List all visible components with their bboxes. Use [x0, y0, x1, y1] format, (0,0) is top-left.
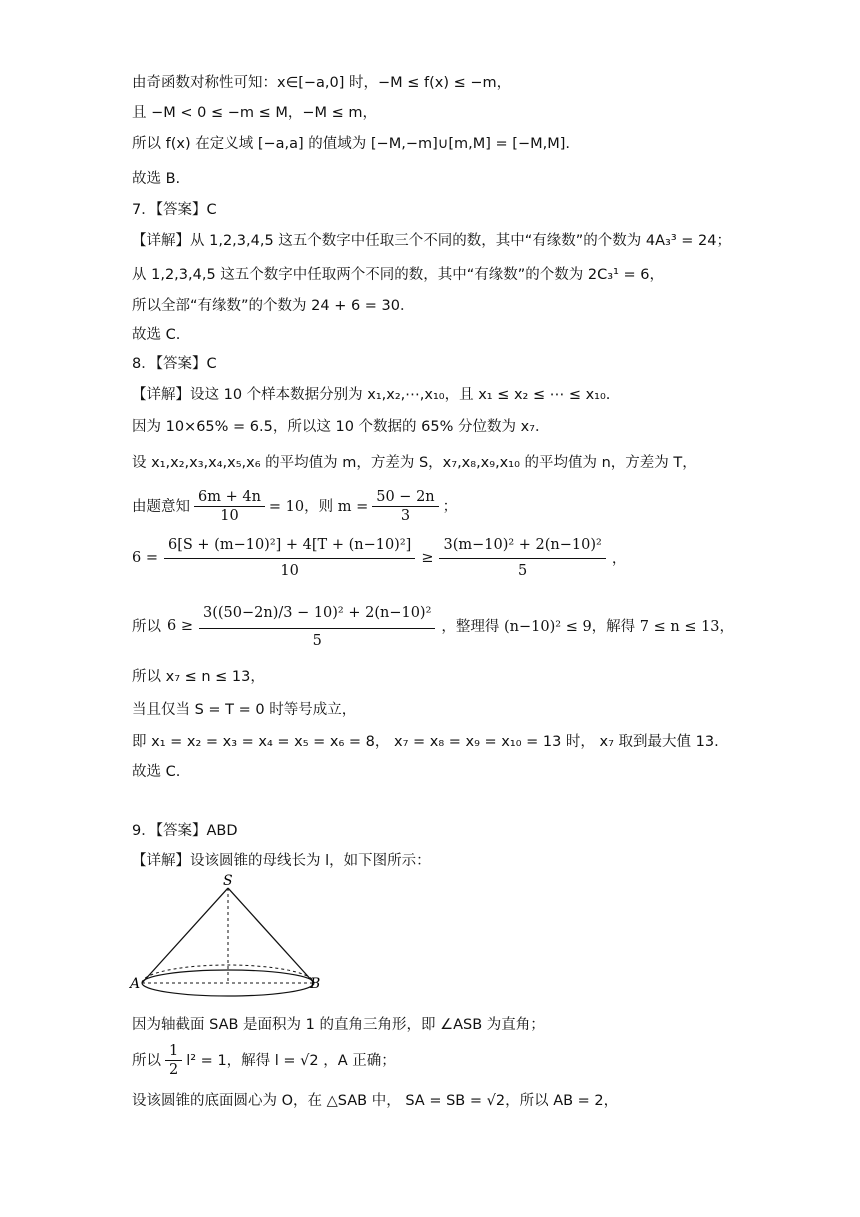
fraction — [165, 1042, 182, 1079]
label-a: A — [130, 976, 141, 992]
text-line: 故选 C. — [132, 327, 181, 343]
denominator: 5 — [518, 563, 528, 579]
cone-figure — [128, 874, 328, 1002]
answer-heading: 7．【答案】C — [132, 202, 217, 218]
text: ； — [442, 498, 458, 515]
text-line: 因为 10×65% = 6.5，所以这 10 个数据的 65% 分位数为 x₇． — [132, 419, 550, 435]
text-line: 【详解】设这 10 个样本数据分别为 x₁,x₂,⋯,x₁₀，且 x₁ ≤ x₂ ≤ ⋯ ≤ x₁₀. — [132, 387, 611, 403]
formula-line — [132, 1042, 396, 1079]
text: ，整理得 (n−10)² ≤ 9，解得 7 ≤ n ≤ 13， — [441, 619, 735, 635]
numerator: 3((50−2n)/3 − 10)² + 2(n−10)² — [199, 598, 435, 629]
text-line: 故选 B. — [132, 171, 181, 187]
eq-left: 6 = — [132, 549, 158, 566]
text: = 10，则 m = — [268, 498, 369, 515]
answer-heading: 8．【答案】C — [132, 356, 217, 372]
text: 所以 — [132, 619, 161, 635]
text-line: 因为轴截面 SAB 是面积为 1 的直角三角形，即 ∠ASB 为直角； — [132, 1017, 545, 1033]
equation — [132, 532, 626, 583]
text-line: 所以 x₇ ≤ n ≤ 13， — [132, 669, 265, 685]
numerator: 50 − 2n — [372, 488, 438, 507]
text: ， — [611, 551, 627, 567]
fraction — [194, 488, 265, 525]
fraction — [439, 532, 605, 583]
text-line: 当且仅当 S = T = 0 时等号成立， — [132, 702, 357, 718]
numerator: 6m + 4n — [194, 488, 265, 507]
text-line: 由奇函数对称性可知：x∈[−a,0] 时，−M ≤ f(x) ≤ −m， — [132, 75, 512, 91]
numerator: 3(m−10)² + 2(n−10)² — [439, 532, 605, 559]
text-line: 且 −M < 0 ≤ −m ≤ M，−M ≤ m， — [132, 105, 378, 121]
text-line: 【详解】设该圆锥的母线长为 l，如下图所示： — [132, 853, 431, 869]
text-line: 所以全部“有缘数”的个数为 24 + 6 = 30． — [132, 298, 415, 314]
denominator: 5 — [312, 633, 322, 649]
ge-sign: ≥ — [421, 549, 434, 566]
formula-line — [132, 488, 457, 525]
denominator: 10 — [280, 563, 299, 579]
numerator: 6[S + (m−10)²] + 4[T + (n−10)²] — [164, 532, 415, 559]
fraction — [199, 598, 435, 653]
label-s: S — [223, 874, 233, 889]
denominator: 2 — [169, 1062, 179, 1078]
denominator: 3 — [400, 508, 411, 524]
text: 所以 — [132, 1052, 161, 1069]
cone-diagram — [128, 874, 328, 998]
denominator: 10 — [220, 508, 239, 524]
text-line: 设 x₁,x₂,x₃,x₄,x₅,x₆ 的平均值为 m，方差为 S，x₇,x₈,x₉,x₁₀ 的平均值为 n，方差为 T， — [132, 455, 697, 471]
text-line: 即 x₁ = x₂ = x₃ = x₄ = x₅ = x₆ = 8， x₇ = x₈ = x₉ = x₁₀ = 13 时， x₇ 取到最大值 13. — [132, 734, 719, 750]
text-line: 从 1,2,3,4,5 这五个数字中任取两个不同的数，其中“有缘数”的个数为 2C₃¹ = 6， — [132, 267, 664, 283]
equation — [132, 598, 734, 653]
label-b: B — [310, 976, 321, 992]
text-line: 故选 C. — [132, 764, 181, 780]
text-line: 【详解】从 1,2,3,4,5 这五个数字中任取三个不同的数，其中“有缘数”的个数为 4A₃³ = 24； — [132, 233, 732, 249]
text-line: 设该圆锥的底面圆心为 O，在 △SAB 中， SA = SB = √2，所以 AB = 2， — [132, 1093, 619, 1109]
text: 由题意知 — [132, 498, 190, 515]
fraction — [164, 532, 415, 583]
generatrix-sb — [228, 888, 314, 983]
generatrix-sa — [142, 888, 228, 983]
answer-heading: 9．【答案】ABD — [132, 823, 238, 839]
text-line: 所以 f(x) 在定义域 [−a,a] 的值域为 [−M,−m]∪[m,M] = [−M,M]. — [132, 136, 570, 152]
eq-left: 6 ≥ — [167, 617, 193, 634]
numerator: 1 — [165, 1042, 182, 1061]
text: l² = 1，解得 l = √2 ，A 正确； — [186, 1052, 396, 1069]
fraction — [372, 488, 438, 525]
